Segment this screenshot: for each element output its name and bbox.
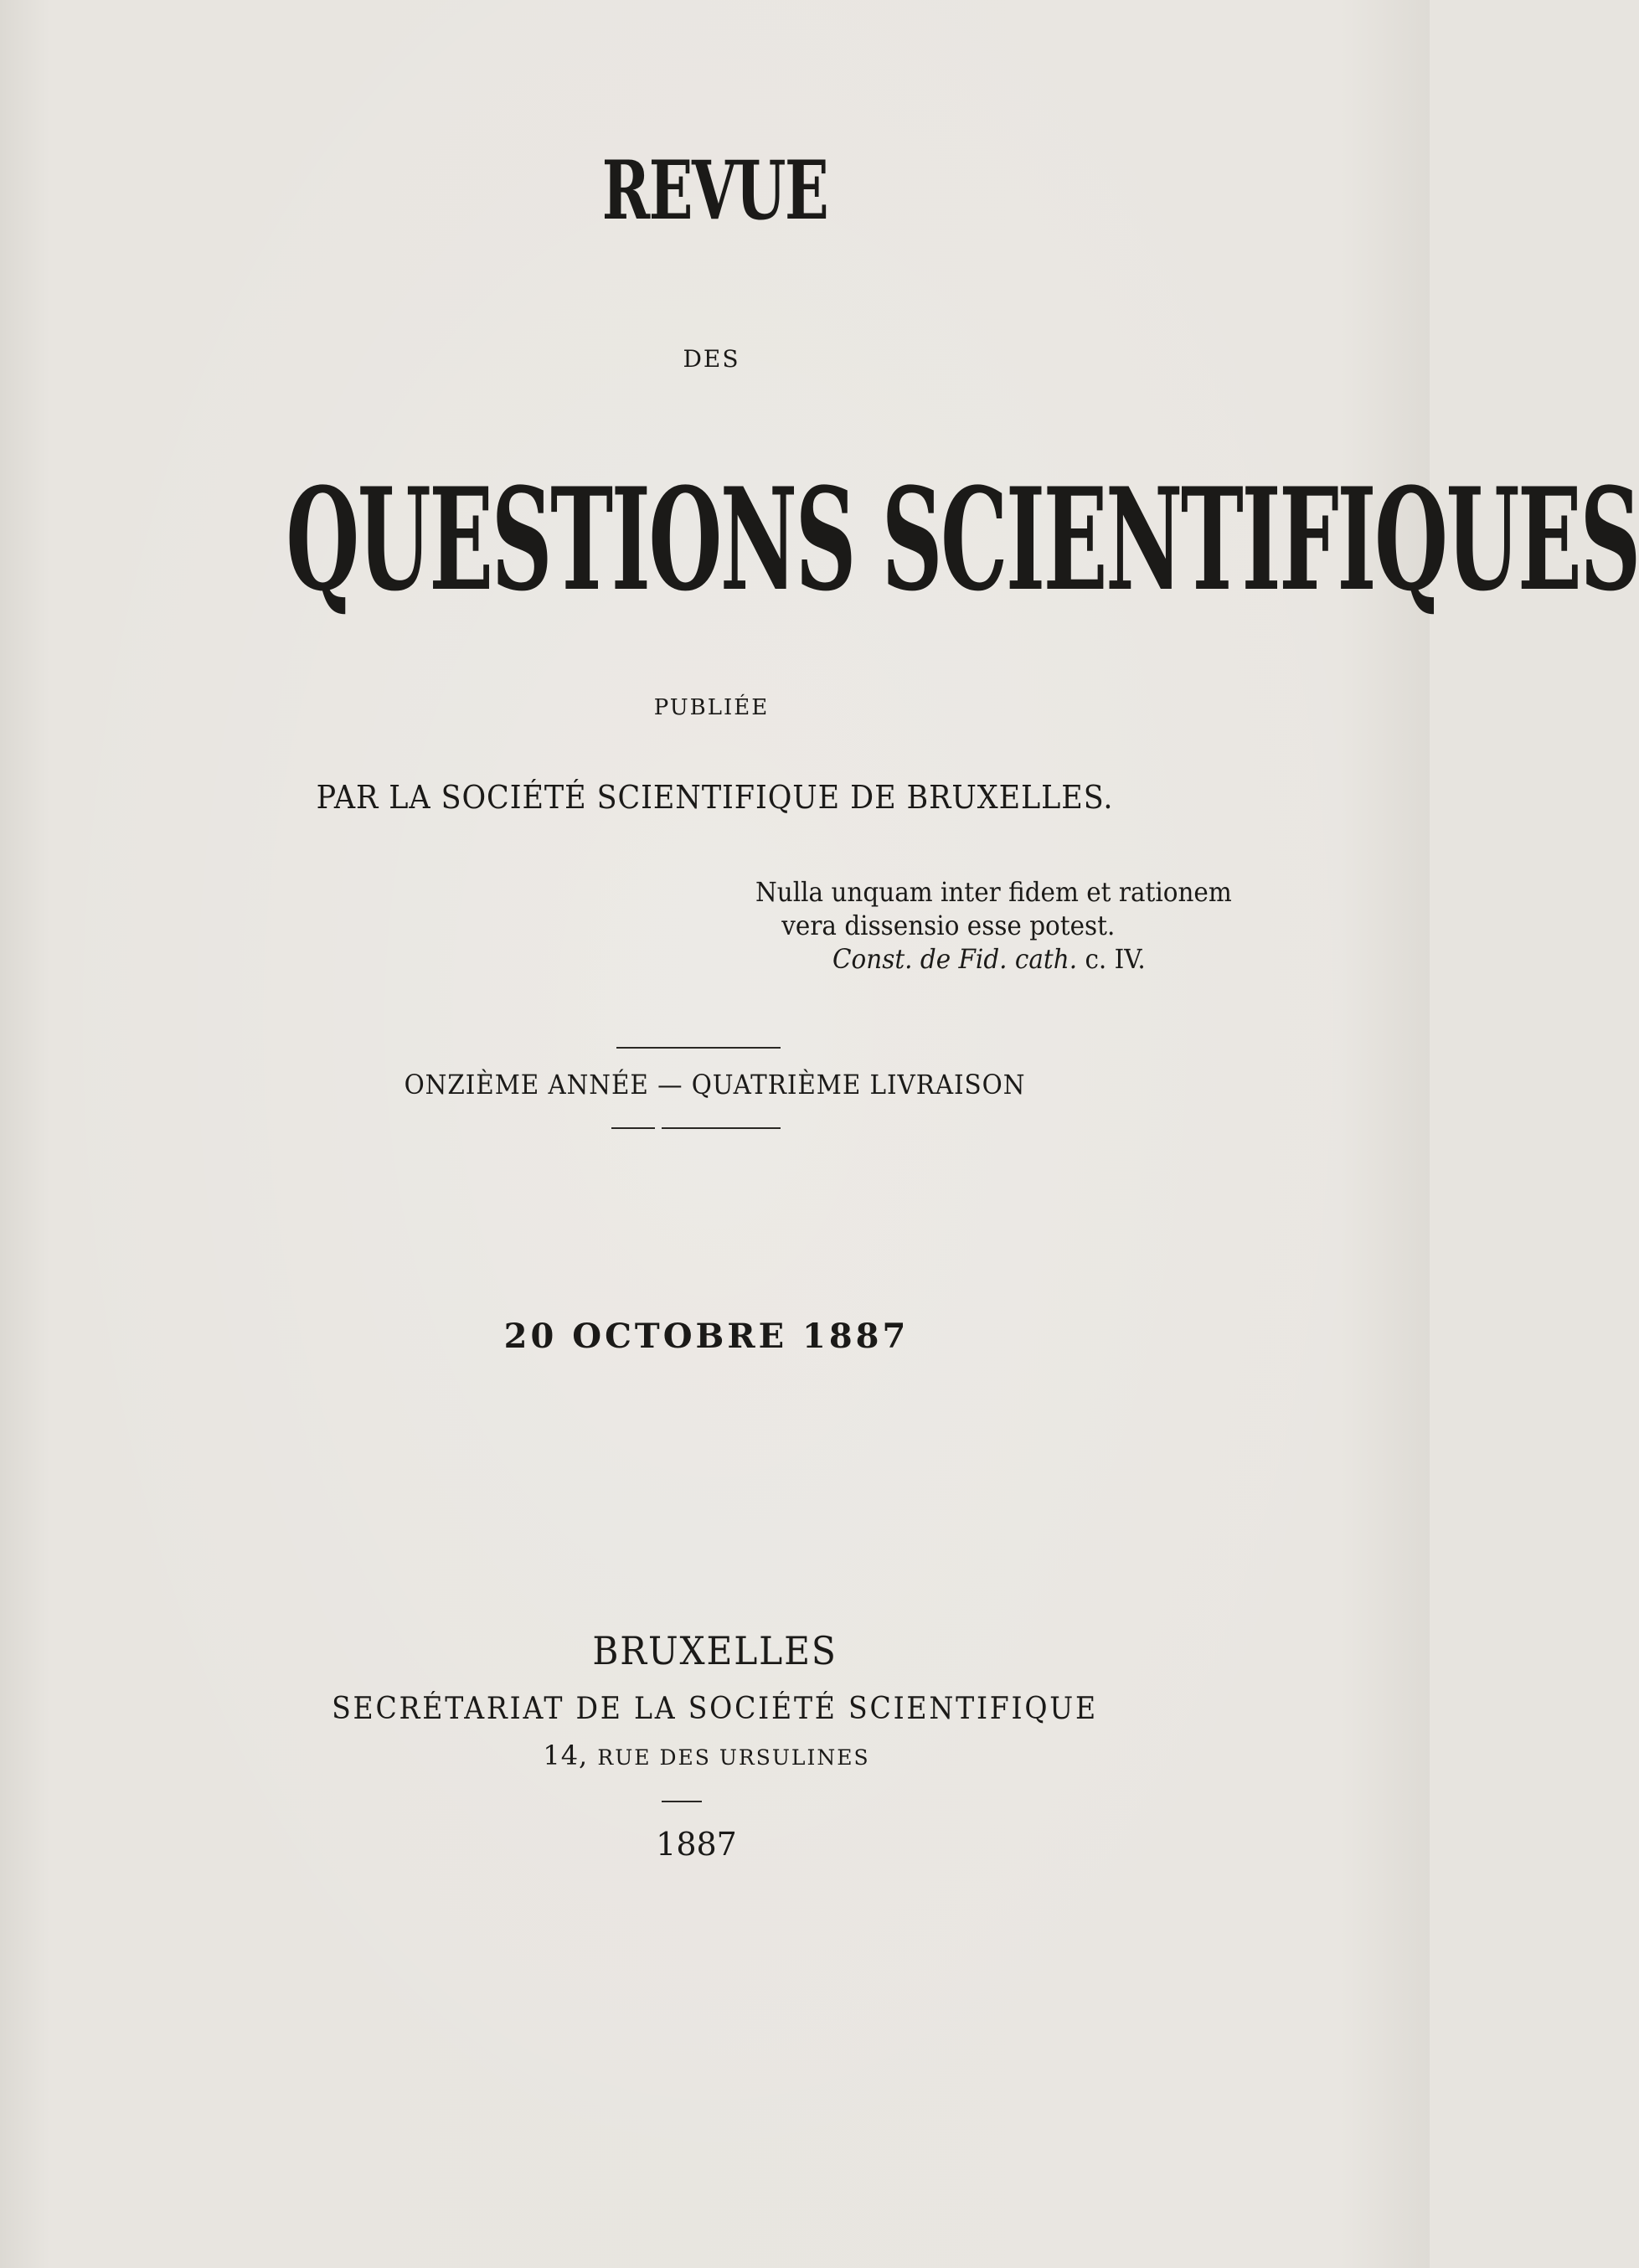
- imprint-city: BRUXELLES: [592, 1628, 838, 1673]
- journal-title-main: QUESTIONS SCIENTIFIQUES: [286, 456, 1639, 622]
- journal-title-revue: REVUE: [601, 143, 828, 238]
- rule-below-issue-a: [611, 1127, 655, 1129]
- publisher-society: PAR LA SOCIÉTÉ SCIENTIFIQUE DE BRUXELLES.: [316, 779, 1114, 816]
- imprint-street: RUE DES URSULINES: [597, 1745, 870, 1770]
- imprint-secretariat: SECRÉTARIAT DE LA SOCIÉTÉ SCIENTIFIQUE: [332, 1692, 1098, 1726]
- imprint-street-number: 14,: [543, 1740, 589, 1771]
- rule-above-issue: [616, 1047, 781, 1049]
- rule-below-issue-b: [662, 1127, 781, 1129]
- imprint-year: 1887: [656, 1826, 737, 1863]
- epigraph-source: [755, 942, 1232, 976]
- epigraph-line-1: Nulla unquam inter fidem et rationem: [755, 876, 1232, 908]
- published-label: PUBLIÉE: [653, 695, 770, 720]
- epigraph-source-ref: c. IV.: [1085, 943, 1146, 975]
- epigraph-line-2: vera dissensio esse potest.: [781, 910, 1116, 941]
- issue-date: 20 OCTOBRE 1887: [503, 1317, 910, 1356]
- journal-title-des: DES: [683, 345, 740, 373]
- epigraph-source-title: Const. de Fid. cath.: [832, 943, 1078, 975]
- rule-above-year: [662, 1801, 702, 1802]
- epigraph: [755, 875, 1232, 976]
- imprint-address: [0, 1740, 1421, 1771]
- issue-line: ONZIÈME ANNÉE — QUATRIÈME LIVRAISON: [404, 1069, 1026, 1100]
